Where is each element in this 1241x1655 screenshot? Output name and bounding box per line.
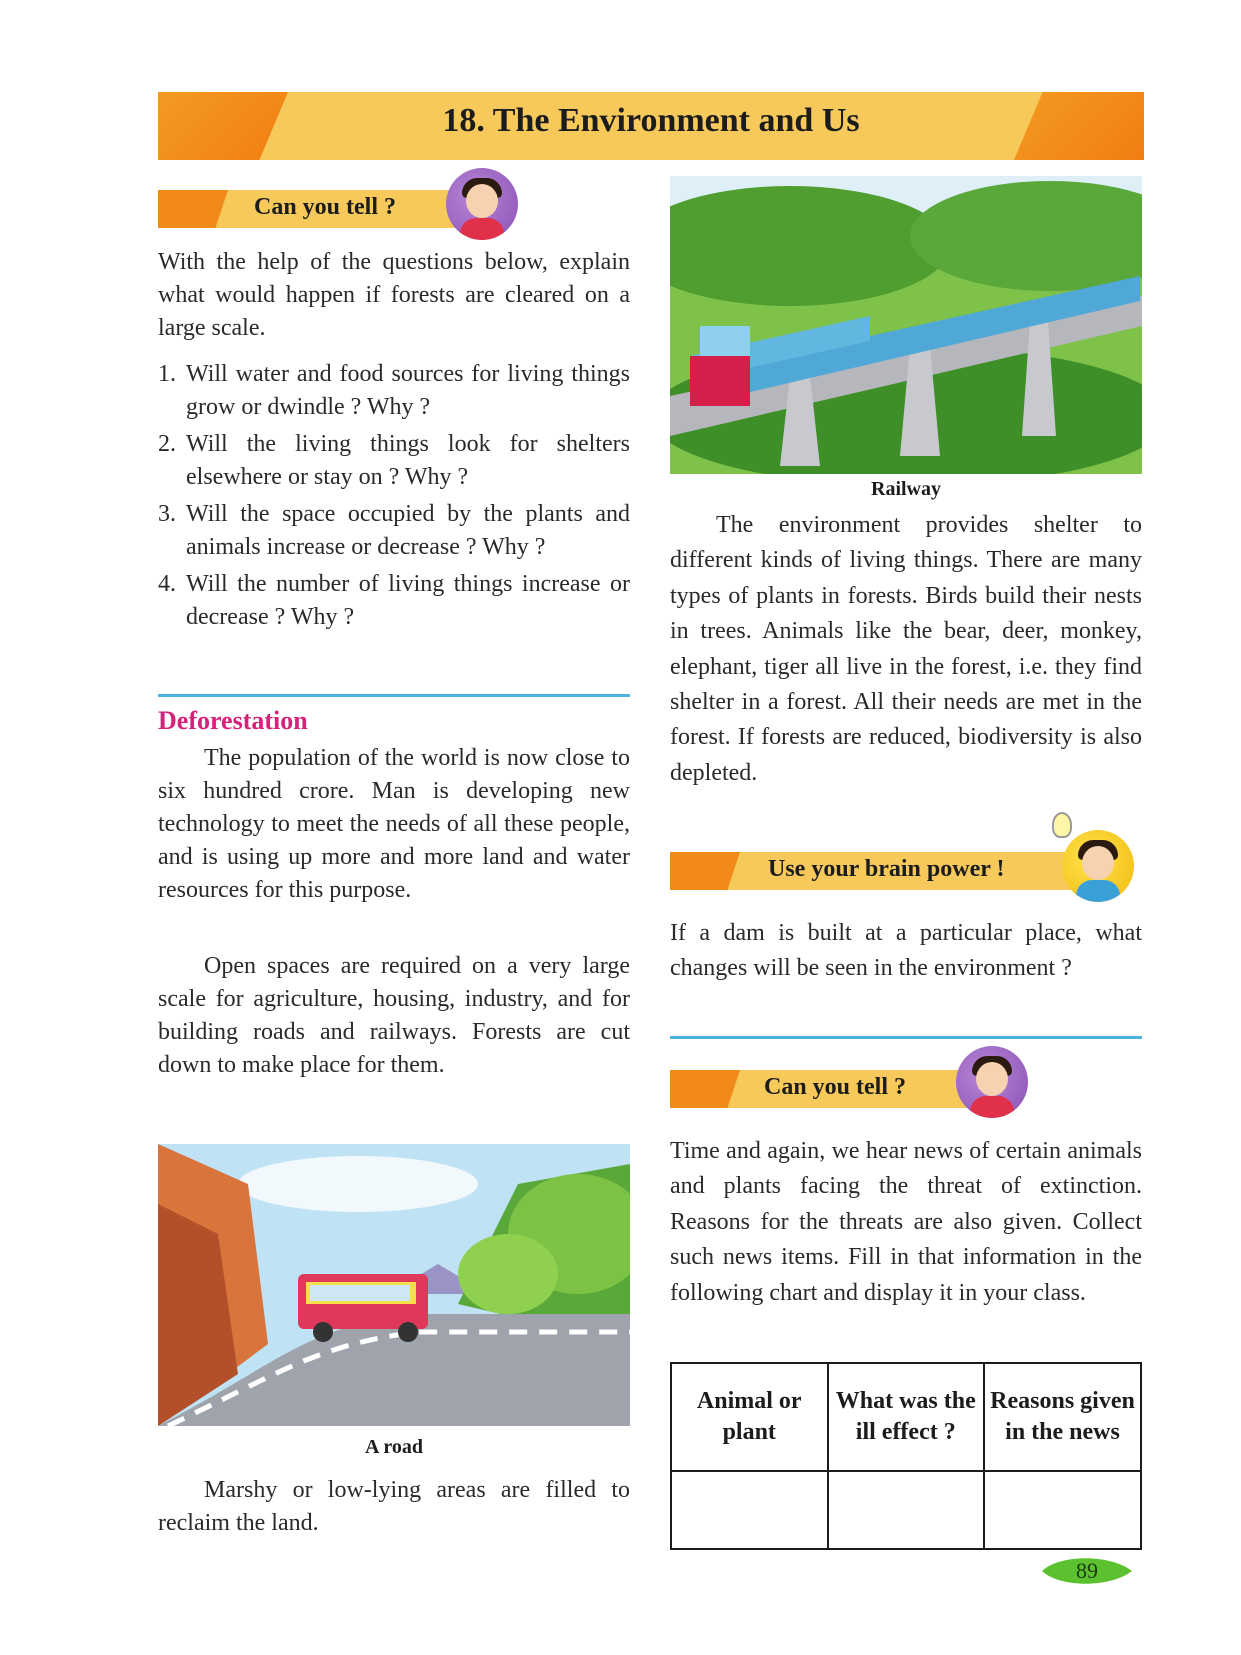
dam-question: If a dam is built at a particular place, what changes will be seen in the environment ? (670, 920, 1142, 982)
list-item: 1. Will water and food sources for living things grow or dwindle ? Why ? (158, 361, 630, 420)
page-number-badge (1040, 1554, 1134, 1588)
page-number: 89 (1076, 1558, 1098, 1583)
table-cell[interactable] (828, 1471, 985, 1549)
railway-caption: Railway (871, 478, 941, 500)
table-cell[interactable] (984, 1471, 1141, 1549)
lightbulb-icon (1052, 812, 1072, 838)
question-list (158, 358, 630, 638)
divider (158, 694, 630, 697)
divider (670, 1036, 1142, 1039)
news-chart-table (670, 1362, 1142, 1550)
table-header: Reasons given in the news (984, 1363, 1141, 1471)
girl-avatar-icon (446, 168, 518, 240)
can-you-tell-label: Can you tell ? (254, 194, 397, 220)
can-you-tell-label-2: Can you tell ? (764, 1074, 907, 1100)
table-header: Animal or plant (671, 1363, 828, 1471)
brain-power-label: Use your brain power ! (768, 856, 1005, 882)
table-header: What was the ill effect ? (828, 1363, 985, 1471)
marshy-paragraph: Marshy or low-lying areas are filled to reclaim the land. (158, 1477, 630, 1536)
road-caption: A road (365, 1436, 423, 1458)
brain-power-bar (670, 852, 1080, 890)
can-you-tell-bar (158, 190, 458, 228)
road-image (158, 1144, 630, 1426)
list-item: 2. Will the living things look for shelters elsewhere or stay on ? Why ? (158, 431, 630, 490)
extinction-paragraph: Time and again, we hear news of certain animals and plants facing the threat of extinction. Reasons for the threats are also given. Collect such news items. Fill in that information in the following chart and display it in your class. (670, 1138, 1142, 1306)
chapter-title-banner (158, 92, 1144, 160)
table-cell[interactable] (671, 1471, 828, 1549)
list-item: 3. Will the space occupied by the plants and animals increase or decrease ? Why ? (158, 501, 630, 560)
open-spaces-paragraph: Open spaces are required on a very large scale for agriculture, housing, industry, and for building roads and railways. Forests are cut down to make place for them. (158, 953, 630, 1078)
population-paragraph: The population of the world is now close to six hundred crore. Man is developing new technology to meet the needs of all these people, and is using up more and more land and water resources for this purpose. (158, 745, 630, 903)
girl-avatar-icon (956, 1046, 1028, 1118)
environment-paragraph: The environment provides shelter to different kinds of living things. There are many types of plants in forests. Birds build their nests in trees. Animals like the bear, deer, monkey, elephant, tiger all live in the forest, i.e. they find shelter in a forest. All their needs are met in the forest. If forests are reduced, biodiversity is also depleted. (670, 512, 1142, 786)
railway-image (670, 176, 1142, 474)
road-illustration (158, 1144, 630, 1426)
deforestation-heading: Deforestation (158, 706, 308, 735)
list-item: 4. Will the number of living things increase or decrease ? Why ? (158, 571, 630, 630)
intro-paragraph: With the help of the questions below, explain what would happen if forests are cleared on a large scale. (158, 249, 630, 341)
boy-thinking-icon (1062, 830, 1134, 902)
railway-illustration (670, 176, 1142, 474)
chapter-title: 18. The Environment and Us (442, 102, 860, 139)
can-you-tell-bar-2 (670, 1070, 970, 1108)
